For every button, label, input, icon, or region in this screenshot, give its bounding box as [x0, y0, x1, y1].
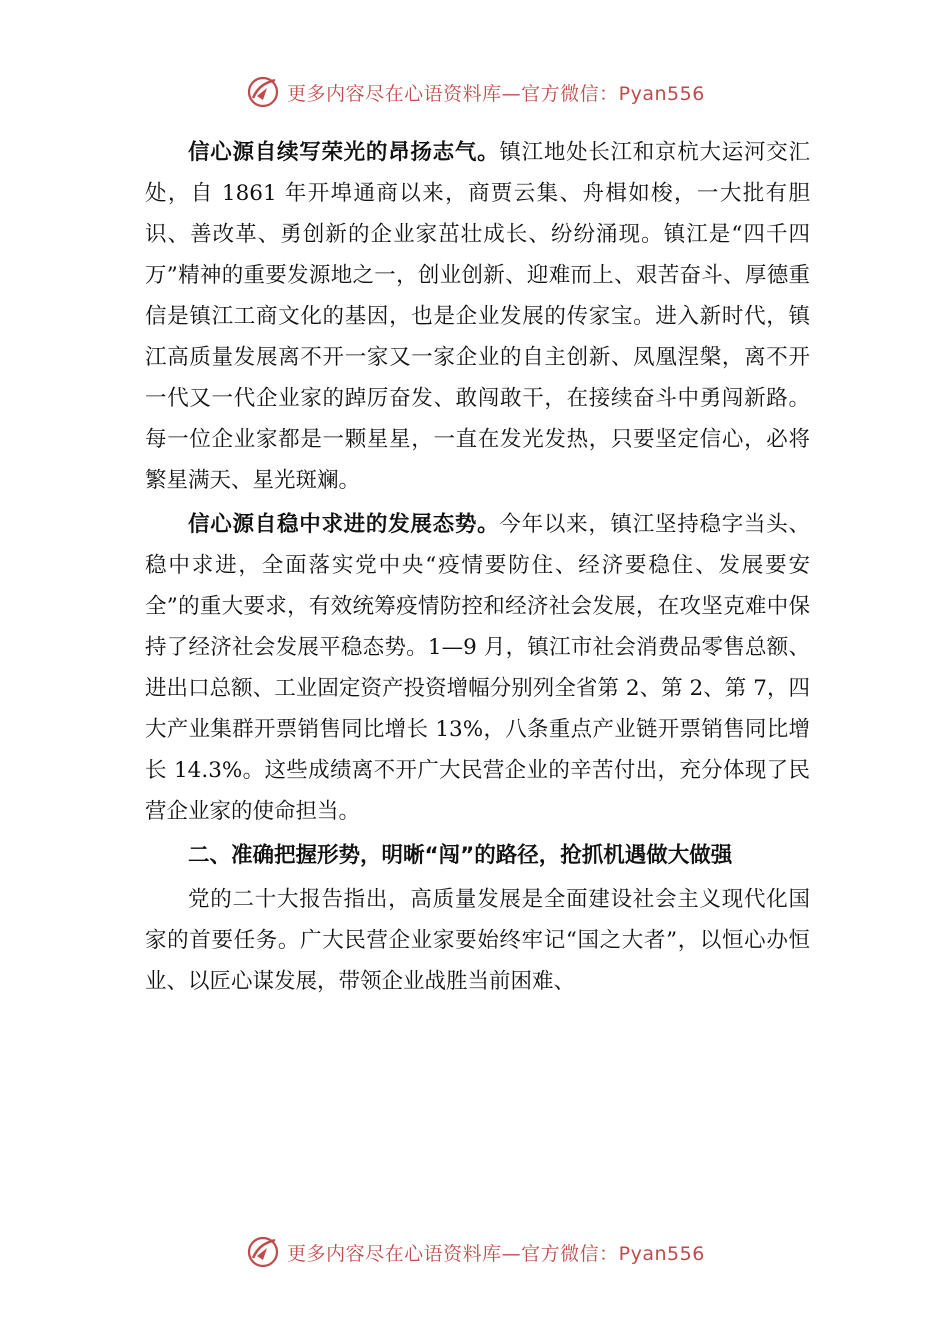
- watermark-banner-top: [0, 72, 950, 112]
- paragraph-2-body: 今年以来，镇江坚持稳字当头、稳中求进，全面落实党中央“疫情要防住、经济要稳住、发展要安全”的重大要求，有效统筹疫情防控和经济社会发展，在攻坚克难中保持了经济社会发展平稳态势。1—9 月，镇江市社会消费品零售总额、进出口总额、工业固定资产投资增幅分别列全省第 2、第 2、第 7，四大产业集群开票销售同比增长 13%，八条重点产业链开票销售同比增长 14.3%。这些成绩离不开广大民营企业的辛苦付出，充分体现了民营企业家的使命担当。: [145, 512, 810, 824]
- closing-paragraph: 党的二十大报告指出，高质量发展是全面建设社会主义现代化国家的首要任务。广大民营企业家要始终牢记“国之大者”，以恒心办恒业、以匠心谋发展，带领企业战胜当前困难、: [145, 887, 810, 994]
- watermark-text: 更多内容尽在心语资料库—官方微信：Pyan556: [287, 1242, 705, 1265]
- section-heading: 二、准确把握形势，明晰“闯”的路径，抢抓机遇做大做强: [188, 843, 733, 868]
- paragraph-1-lead: 信心源自续写荣光的昂扬志气。: [188, 140, 500, 165]
- watermark-banner-bottom: [0, 1232, 950, 1272]
- logo-icon: [245, 1234, 281, 1270]
- watermark-text: 更多内容尽在心语资料库—官方微信：Pyan556: [287, 82, 705, 105]
- document-body: [145, 132, 810, 1002]
- logo-icon: [245, 74, 281, 110]
- paragraph-1-body: 镇江地处长江和京杭大运河交汇处，自 1861 年开埠通商以来，商贾云集、舟楫如梭，一大批有胆识、善改革、勇创新的企业家茁壮成长、纷纷涌现。镇江是“四千四万”精神的重要发源地之一，创业创新、迎难而上、艰苦奋斗、厚德重信是镇江工商文化的基因，也是企业发展的传家宝。进入新时代，镇江高质量发展离不开一家又一家企业的自主创新、凤凰涅槃，离不开一代又一代企业家的踔厉奋发、敢闯敢干，在接续奋斗中勇闯新路。 每一位企业家都是一颗星星，一直在发光发热，只要坚定信心，必将繁星满天、星光斑斓。: [145, 140, 810, 493]
- paragraph-1: [145, 132, 810, 501]
- paragraph-2-lead: 信心源自稳中求进的发展态势。: [188, 512, 500, 537]
- paragraph-2: [145, 504, 810, 832]
